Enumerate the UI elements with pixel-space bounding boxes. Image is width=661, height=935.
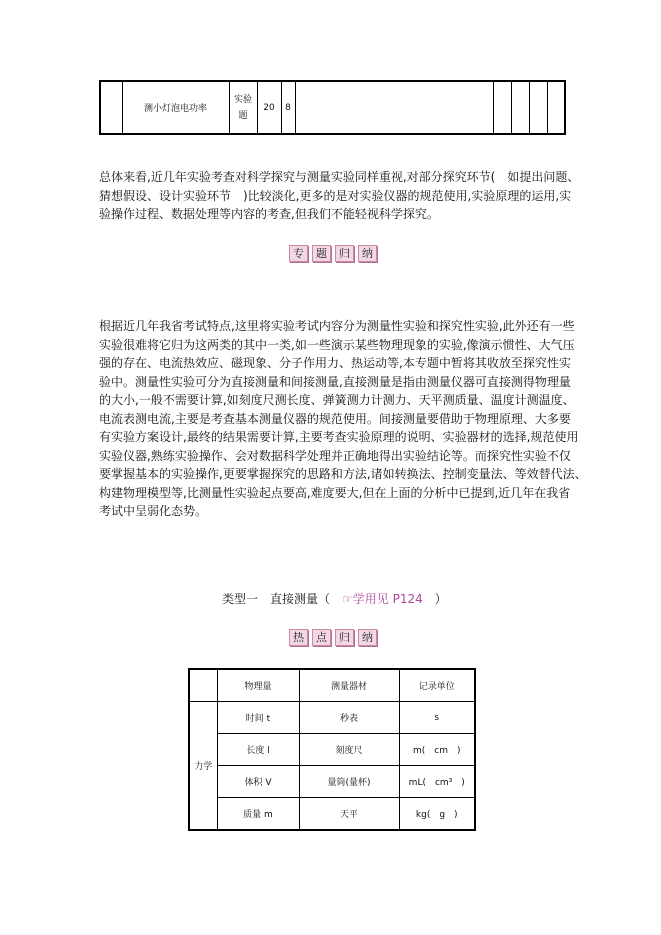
text-line: 总体来看,近几年实验考查对科学探究与测量实验同样重视,对部分探究环节( 如提出问题、 [99,170,580,184]
type-heading-suffix: ） [422,592,447,606]
banner-char: 题 [312,245,331,262]
main-paragraph [99,317,587,521]
banner-char: 热 [289,629,308,646]
text-line: 猜想假设、设计实验环节 )比较淡化,更多的是对实验仪器的规范使用,实验原理的运用,实 [99,188,572,203]
table-row [189,702,475,734]
table-cell: 测小灯泡电功率 [122,81,229,134]
table-cell: 量筒(量杯) [299,765,399,797]
table-cell: 天平 [299,797,399,830]
table-row [189,765,475,797]
banner-char: 归 [335,629,354,646]
table-cell: 秒表 [299,702,399,734]
summary-paragraph [99,168,580,224]
text-line: 实验仪器,熟练实验操作、会对数据科学处理并正确地得出实验结论等。而探究性实验不仅 [99,448,571,463]
table-cell: m( cm ) [399,734,475,766]
table-cell [529,81,547,134]
table-cell [493,81,511,134]
table-cell [295,81,493,134]
table-header-row [189,669,475,702]
text-line: 有实验方案设计,最终的结果需要计算,主要考查实验原理的说明、实验器材的选择,规范使用 [99,430,579,444]
table-header-cell: 测量器材 [299,669,399,702]
table-header-cell [189,669,217,702]
table-row [189,734,475,766]
text-line: 验中。测量性实验可分为直接测量和间接测量,直接测量是指由测量仪器可直接测得物理量 [99,374,571,389]
text-line: 强的存在、电流热效应、磁现象、分子作用力、热运动等,本专题中暂将其收放至探究性实 [99,356,571,370]
section-banner-topic-summary [289,245,377,262]
table-cell [100,81,122,134]
table-cell: 质量 m [217,797,299,830]
table-cell: 刻度尺 [299,734,399,766]
table-header-cell: 记录单位 [399,669,475,702]
table-cell: 8 [281,81,295,134]
text-line: 验操作过程、数据处理等内容的考查,但我们不能轻视科学探究。 [99,207,439,221]
table-cell: s [399,702,475,734]
table-row [189,797,475,830]
table-cell: 体积 V [217,765,299,797]
table-row [100,81,565,134]
table-cell: 20 [257,81,281,134]
table-cell: 长度 l [217,734,299,766]
top-table [99,80,566,135]
banner-char: 点 [312,629,331,646]
banner-char: 归 [335,245,354,262]
text-line: 要掌握基本的实验操作,更要掌握探究的思路和方法,诸如转换法、控制变量法、等效替代法、 [99,467,587,481]
table-cell: mL( cm³ ) [399,765,475,797]
text-line: 构建物理模型等,比测量性实验起点要高,难度要大,但在上面的分析中已提到,近几年在我省 [99,485,571,500]
text-line: 实验很难将它归为这两类的其中一类,如一些演示某些物理现象的实验,像演示惯性、大气压 [99,337,575,352]
type-heading-prefix: 类型一 直接测量（ [222,592,343,606]
table-cell: 时间 t [217,702,299,734]
measurement-table [188,668,476,831]
banner-char: 纳 [358,629,377,646]
table-cell: kg( g ) [399,797,475,830]
type-heading [222,590,447,607]
page-reference-link[interactable]: ☞学用见 P124 [342,592,423,606]
banner-char: 纳 [358,245,377,262]
table-cell [547,81,565,134]
banner-char: 专 [289,245,308,262]
section-banner-hot-topics [289,629,377,646]
text-line: 根据近几年我省考试特点,这里将实验考试内容分为测量性实验和探究性实验,此外还有一些 [99,319,575,333]
table-header-cell: 物理量 [217,669,299,702]
text-line: 考试中呈弱化态势。 [99,504,208,518]
text-line: 的大小,一般不需要计算,如刻度尺测长度、弹簧测力计测力、天平测质量、温度计测温度、 [99,393,575,407]
table-cell: 实验题 [229,81,257,134]
text-line: 电流表测电流,主要是考查基本测量仪器的规范使用。间接测量要借助于物理原理、大多要 [99,411,571,426]
group-label-cell: 力学 [189,702,217,830]
table-cell [511,81,529,134]
